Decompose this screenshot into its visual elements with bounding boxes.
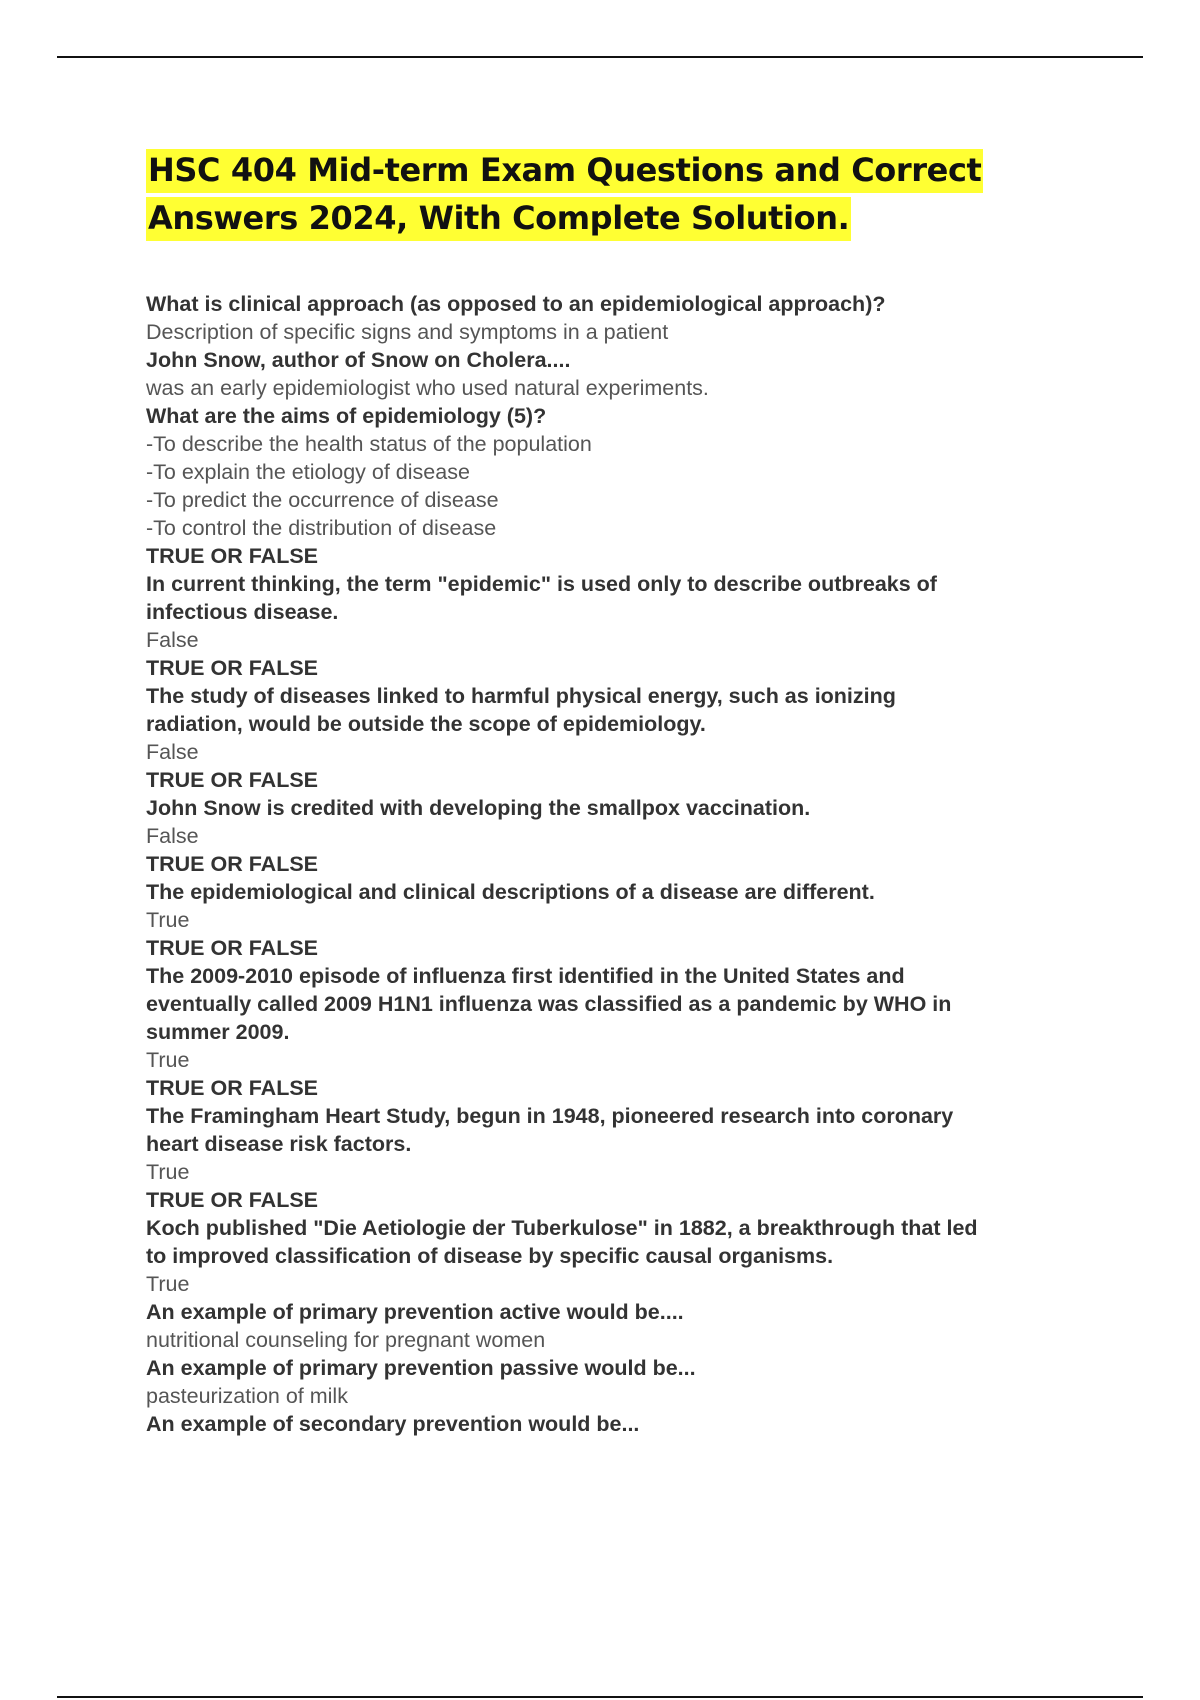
answer-block (146, 374, 1106, 402)
question-line: TRUE OR FALSE (146, 768, 319, 792)
question-line: TRUE OR FALSE (146, 852, 319, 876)
bottom-rule (57, 1696, 1143, 1698)
document-title (146, 146, 1126, 242)
answer-line: True (146, 1160, 190, 1184)
answer-line: -To explain the etiology of disease (146, 460, 470, 484)
qa-content (146, 290, 1106, 1438)
question-line: summer 2009. (146, 1020, 290, 1044)
question-line: TRUE OR FALSE (146, 544, 319, 568)
answer-line: Description of specific signs and symptoms in a patient (146, 320, 669, 344)
answer-block (146, 430, 1106, 542)
question-line: heart disease risk factors. (146, 1132, 412, 1156)
answer-block (146, 1326, 1106, 1354)
question-line: John Snow is credited with developing the smallpox vaccination. (146, 796, 811, 820)
question-line: An example of primary prevention passive would be... (146, 1356, 696, 1380)
question-line: An example of primary prevention active would be.... (146, 1300, 684, 1324)
question-line: The study of diseases linked to harmful physical energy, such as ionizing (146, 684, 896, 708)
answer-line: False (146, 824, 199, 848)
question-line: TRUE OR FALSE (146, 936, 319, 960)
top-rule (57, 56, 1143, 58)
title-line-1: HSC 404 Mid-term Exam Questions and Correct (146, 149, 983, 193)
answer-line: -To describe the health status of the population (146, 432, 592, 456)
question-line: infectious disease. (146, 600, 339, 624)
answer-line: True (146, 908, 190, 932)
answer-block (146, 822, 1106, 850)
question-block (146, 1298, 1106, 1326)
answer-block (146, 1158, 1106, 1186)
answer-line: -To control the distribution of disease (146, 516, 497, 540)
question-block (146, 290, 1106, 318)
answer-block (146, 738, 1106, 766)
question-block (146, 1186, 1106, 1270)
question-line: An example of secondary prevention would be... (146, 1412, 640, 1436)
answer-block (146, 1046, 1106, 1074)
answer-block (146, 318, 1106, 346)
question-line: The epidemiological and clinical descriptions of a disease are different. (146, 880, 875, 904)
answer-line: was an early epidemiologist who used natural experiments. (146, 376, 709, 400)
answer-block (146, 626, 1106, 654)
answer-block (146, 906, 1106, 934)
answer-line: False (146, 628, 199, 652)
question-line: TRUE OR FALSE (146, 656, 319, 680)
question-line: TRUE OR FALSE (146, 1076, 319, 1100)
question-line: In current thinking, the term "epidemic" is used only to describe outbreaks of (146, 572, 937, 596)
question-block (146, 542, 1106, 626)
answer-block (146, 1270, 1106, 1298)
question-line: What are the aims of epidemiology (5)? (146, 404, 547, 428)
question-block (146, 850, 1106, 906)
question-line: John Snow, author of Snow on Cholera.... (146, 348, 571, 372)
question-block (146, 1354, 1106, 1382)
question-block (146, 766, 1106, 822)
question-block (146, 346, 1106, 374)
question-line: to improved classification of disease by specific causal organisms. (146, 1244, 834, 1268)
question-line: What is clinical approach (as opposed to an epidemiological approach)? (146, 292, 886, 316)
answer-line: nutritional counseling for pregnant women (146, 1328, 546, 1352)
question-line: The 2009-2010 episode of influenza first identified in the United States and (146, 964, 905, 988)
question-line: eventually called 2009 H1N1 influenza was classified as a pandemic by WHO in (146, 992, 952, 1016)
title-line-2: Answers 2024, With Complete Solution. (146, 197, 851, 241)
question-line: Koch published "Die Aetiologie der Tuberkulose" in 1882, a breakthrough that led (146, 1216, 978, 1240)
question-block (146, 1074, 1106, 1158)
answer-block (146, 1382, 1106, 1410)
answer-line: True (146, 1272, 190, 1296)
answer-line: -To predict the occurrence of disease (146, 488, 499, 512)
question-line: radiation, would be outside the scope of epidemiology. (146, 712, 706, 736)
question-block (146, 934, 1106, 1046)
answer-line: False (146, 740, 199, 764)
question-block (146, 654, 1106, 738)
answer-line: pasteurization of milk (146, 1384, 348, 1408)
question-line: The Framingham Heart Study, begun in 1948, pioneered research into coronary (146, 1104, 954, 1128)
question-block (146, 1410, 1106, 1438)
answer-line: True (146, 1048, 190, 1072)
question-block (146, 402, 1106, 430)
question-line: TRUE OR FALSE (146, 1188, 319, 1212)
